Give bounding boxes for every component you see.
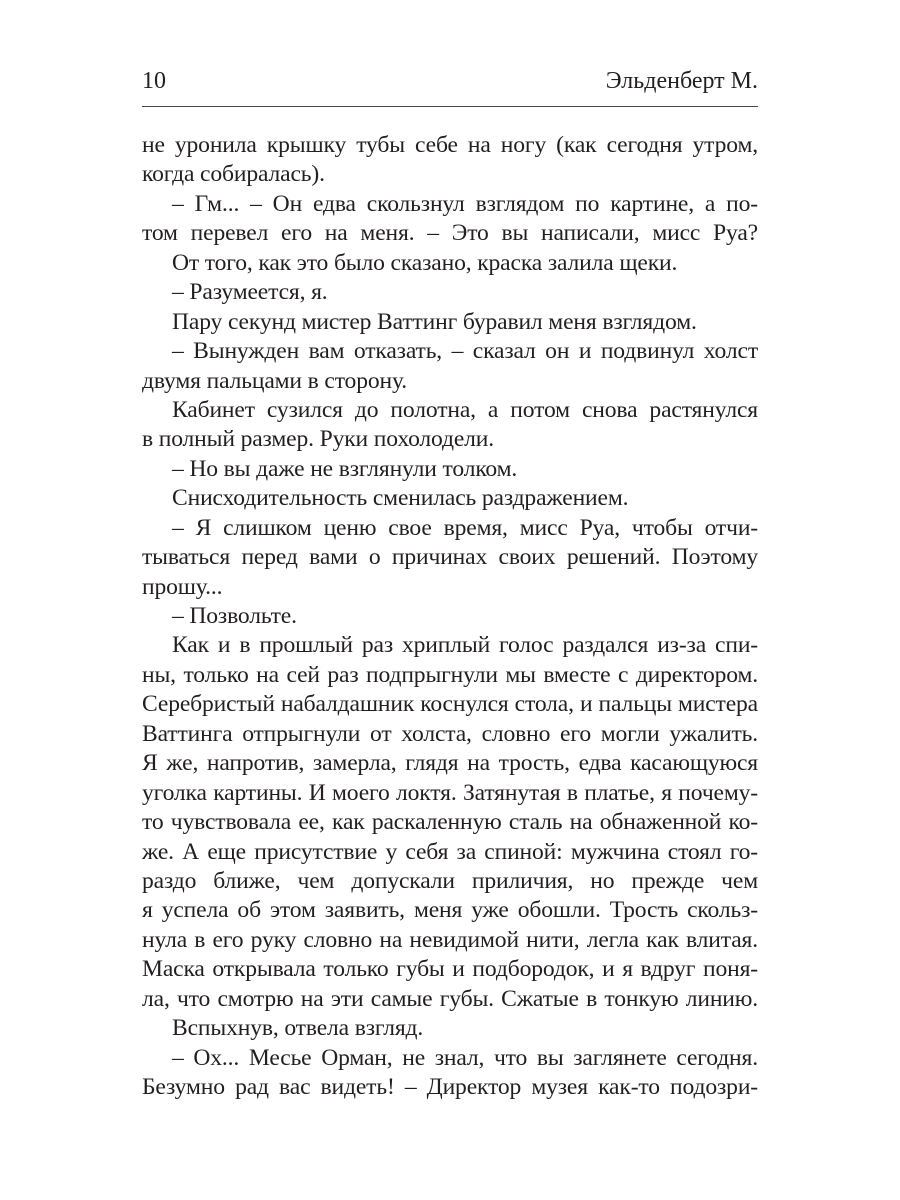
- book-page: [142, 0, 758, 1200]
- page-number: 10: [142, 68, 166, 94]
- text-line: ла, что смотрю на эти самые губы. Сжатые в тонкую линию.: [142, 985, 758, 1012]
- text-line: – Но вы даже не взглянули толком.: [172, 455, 518, 482]
- text-line: Как и в прошлый раз хриплый голос раздался из-за спи-: [172, 632, 758, 659]
- text-line: в полный размер. Руки похолодели.: [142, 426, 495, 453]
- text-line: прошу...: [142, 573, 223, 600]
- text-line: – Разумеется, я.: [172, 279, 328, 306]
- running-head: [142, 62, 758, 96]
- author-name: Эльденберт М.: [605, 68, 758, 94]
- text-line: От того, как это было сказано, краска залила щеки.: [172, 249, 678, 276]
- text-line: двумя пальцами в сторону.: [142, 367, 408, 394]
- text-line: – Вынужден вам отказать, – сказал он и подвинул холст: [172, 338, 758, 365]
- text-line: Снисходительность сменилась раздражением.: [172, 485, 629, 512]
- text-line: не уронила крышку тубы себе на ногу (как сегодня утром,: [142, 132, 758, 158]
- text-line: тываться перед вами о причинах своих решений. Поэтому: [142, 544, 758, 571]
- text-line: уголка картины. И моего локтя. Затянутая в платье, я почему-: [142, 779, 758, 806]
- text-line: Безумно рад вас видеть! – Директор музея как-то подозри-: [142, 1074, 758, 1100]
- text-line: – Позвольте.: [172, 603, 297, 629]
- text-line: нула в его руку словно на невидимой нити, легла как влитая.: [142, 926, 758, 953]
- text-line: ны, только на сей раз подпрыгнули мы вместе с директором.: [142, 661, 758, 688]
- text-line: Я же, напротив, замерла, глядя на трость, едва касающуюся: [142, 750, 758, 777]
- text-line: Маска открывала только губы и подбородок, и я вдруг поня-: [142, 956, 758, 983]
- text-line: Кабинет сузился до полотна, а потом снова растянулся: [172, 396, 758, 423]
- text-line: Пару секунд мистер Ваттинг буравил меня взглядом.: [172, 308, 697, 335]
- text-line: то чувствовала ее, как раскаленную сталь на обнаженной ко-: [142, 809, 758, 836]
- text-line: когда собиралась).: [142, 161, 325, 188]
- text-line: – Гм... – Он едва скользнул взглядом по картине, а по-: [172, 190, 758, 217]
- text-line: – Ох... Месье Орман, не знал, что вы заглянете сегодня.: [172, 1044, 758, 1071]
- text-line: – Я слишком ценю свое время, мисс Руа, чтобы отчи-: [172, 514, 758, 541]
- header-rule: [142, 106, 758, 107]
- text-line: раздо ближе, чем допускали приличия, но прежде чем: [142, 867, 758, 894]
- text-line: я успела об этом заявить, меня уже обошли. Трость скольз-: [142, 897, 758, 924]
- text-line: том перевел его на меня. – Это вы написали, мисс Руа?: [142, 220, 758, 247]
- body-text: [142, 131, 758, 1102]
- text-line: Серебристый набалдашник коснулся стола, и пальцы мистера: [142, 691, 758, 718]
- text-line: Ваттинга отпрыгнули от холста, словно его могли ужалить.: [142, 720, 758, 747]
- text-line: Вспыхнув, отвела взгляд.: [172, 1015, 424, 1042]
- text-line: же. А еще присутствие у себя за спиной: мужчина стоял го-: [142, 838, 758, 865]
